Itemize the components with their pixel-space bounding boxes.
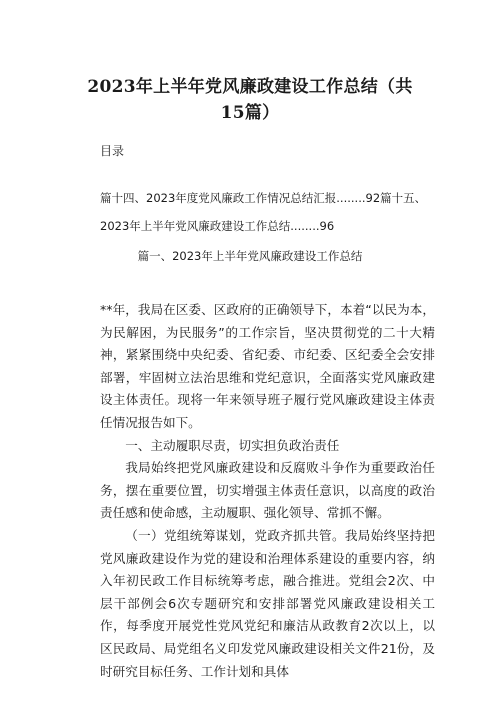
document-title [40,74,460,126]
paragraph-body-1: 我局始终把党风廉政建设和反腐败斗争作为重要政治任务，摆在重要位置，切实增强主体责任意识，以高度的政治责任感和使命感，主动履职、强化领导、常抓不懈。 [100,460,435,521]
paragraph-body-2: （一）党组统筹谋划，党政齐抓共管。我局始终坚持把党风廉政建设作为党的建设和治理体系建设的重要内容，纳入年初民政工作目标统筹考虑，融合推进。党组会2次、中层干部例会6次专题研究和安排部署党风廉政建设相关工作，每季度开展党性党风党纪和廉洁从政教育2次以上，以区民政局、局党组名义印发党风廉政建设相关文件21份，及时研究目标任务、工作计划和具体 [100,527,435,679]
toc-entry-15[interactable]: 2023年上半年党风廉政建设工作总结........96 [100,219,335,233]
paragraph-intro: **年，我局在区委、区政府的正确领导下，本着“以民为本，为民解困，为民服务”的工作宗旨，坚决贯彻党的二十大精神，紧紧围绕中央纪委、省纪委、市纪委、区纪委全会安排部署，牢固树立法治思维和党纪意识，全面落实党风廉政建设主体责任。现将一年来领导班子履行党风廉政建设主体责任情况报告如下。 [100,302,435,430]
document-title-line-2: 15篇） [220,103,280,123]
toc-heading: 目录 [100,144,125,158]
body-text [100,299,435,683]
paragraph-heading-1: 一、主动履职尽责，切实担负政治责任 [125,437,340,453]
toc-entry-14[interactable]: 篇十四、2023年度党风廉政工作情况总结汇报........92篇十五、 [100,191,427,205]
section-title: 篇一、2023年上半年党风廉政建设工作总结 [137,249,363,263]
document-title-line-1: 2023年上半年党风廉政建设工作总结（共 [87,77,413,97]
